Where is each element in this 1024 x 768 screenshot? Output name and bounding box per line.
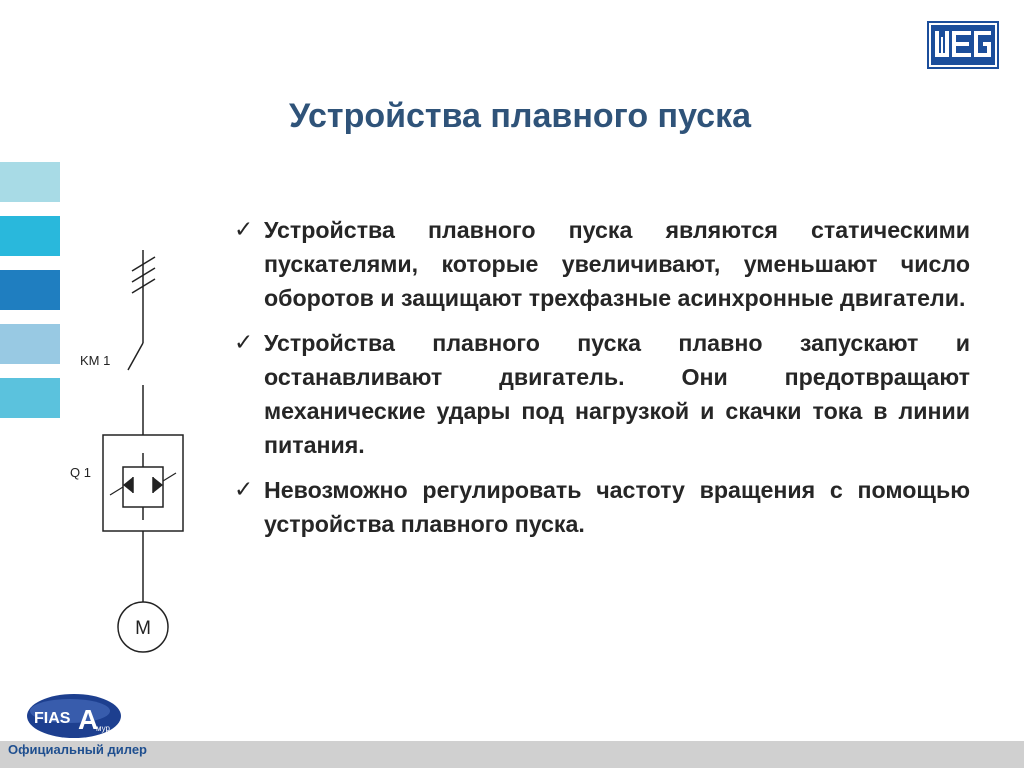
decor-stripe-5 [0,378,60,418]
official-dealer-text: Официальный дилер [8,742,148,757]
bullet-text-3: Невозможно регулировать частоту вращения с помощью устройства плавного пуска. [264,477,970,537]
bullet-list [234,213,970,552]
thyristor-left [123,477,133,493]
decor-stripe-1 [0,162,60,202]
thyristor-right [153,477,163,493]
bullet-text-1: Устройства плавного пуска являются статическими пускателями, которые увеличивают, уменьшают число оборотов и защищают трехфазные асинхронные двигатели. [264,217,970,311]
decor-stripe-3 [0,270,60,310]
footer-bar [0,741,1024,768]
motor-label: M [135,618,151,639]
decor-stripe-4 [0,324,60,364]
checkmark-icon: ✓ [234,477,254,503]
fias-amur-logo [26,693,122,739]
bullet-item-2 [234,326,970,462]
fias-text: FIAS [34,710,71,727]
slide-title: Устройства плавного пуска [289,97,751,135]
bullet-item-3 [234,473,970,541]
softstarter-label: Q 1 [70,465,91,480]
contactor-label: KM 1 [80,353,111,368]
contactor-switch [128,343,143,370]
fias-suffix: мур [96,724,110,733]
decor-stripe-2 [0,216,60,256]
circuit-diagram [70,245,210,665]
checkmark-icon: ✓ [234,217,254,243]
weg-logo [927,21,999,69]
bullet-item-1 [234,213,970,315]
fias-letter: A [78,704,99,735]
checkmark-icon: ✓ [234,330,254,356]
bullet-text-2: Устройства плавного пуска плавно запускают и останавливают двигатель. Они предотвращают механические удары под нагрузкой и скачки тока в линии питания. [264,330,970,458]
